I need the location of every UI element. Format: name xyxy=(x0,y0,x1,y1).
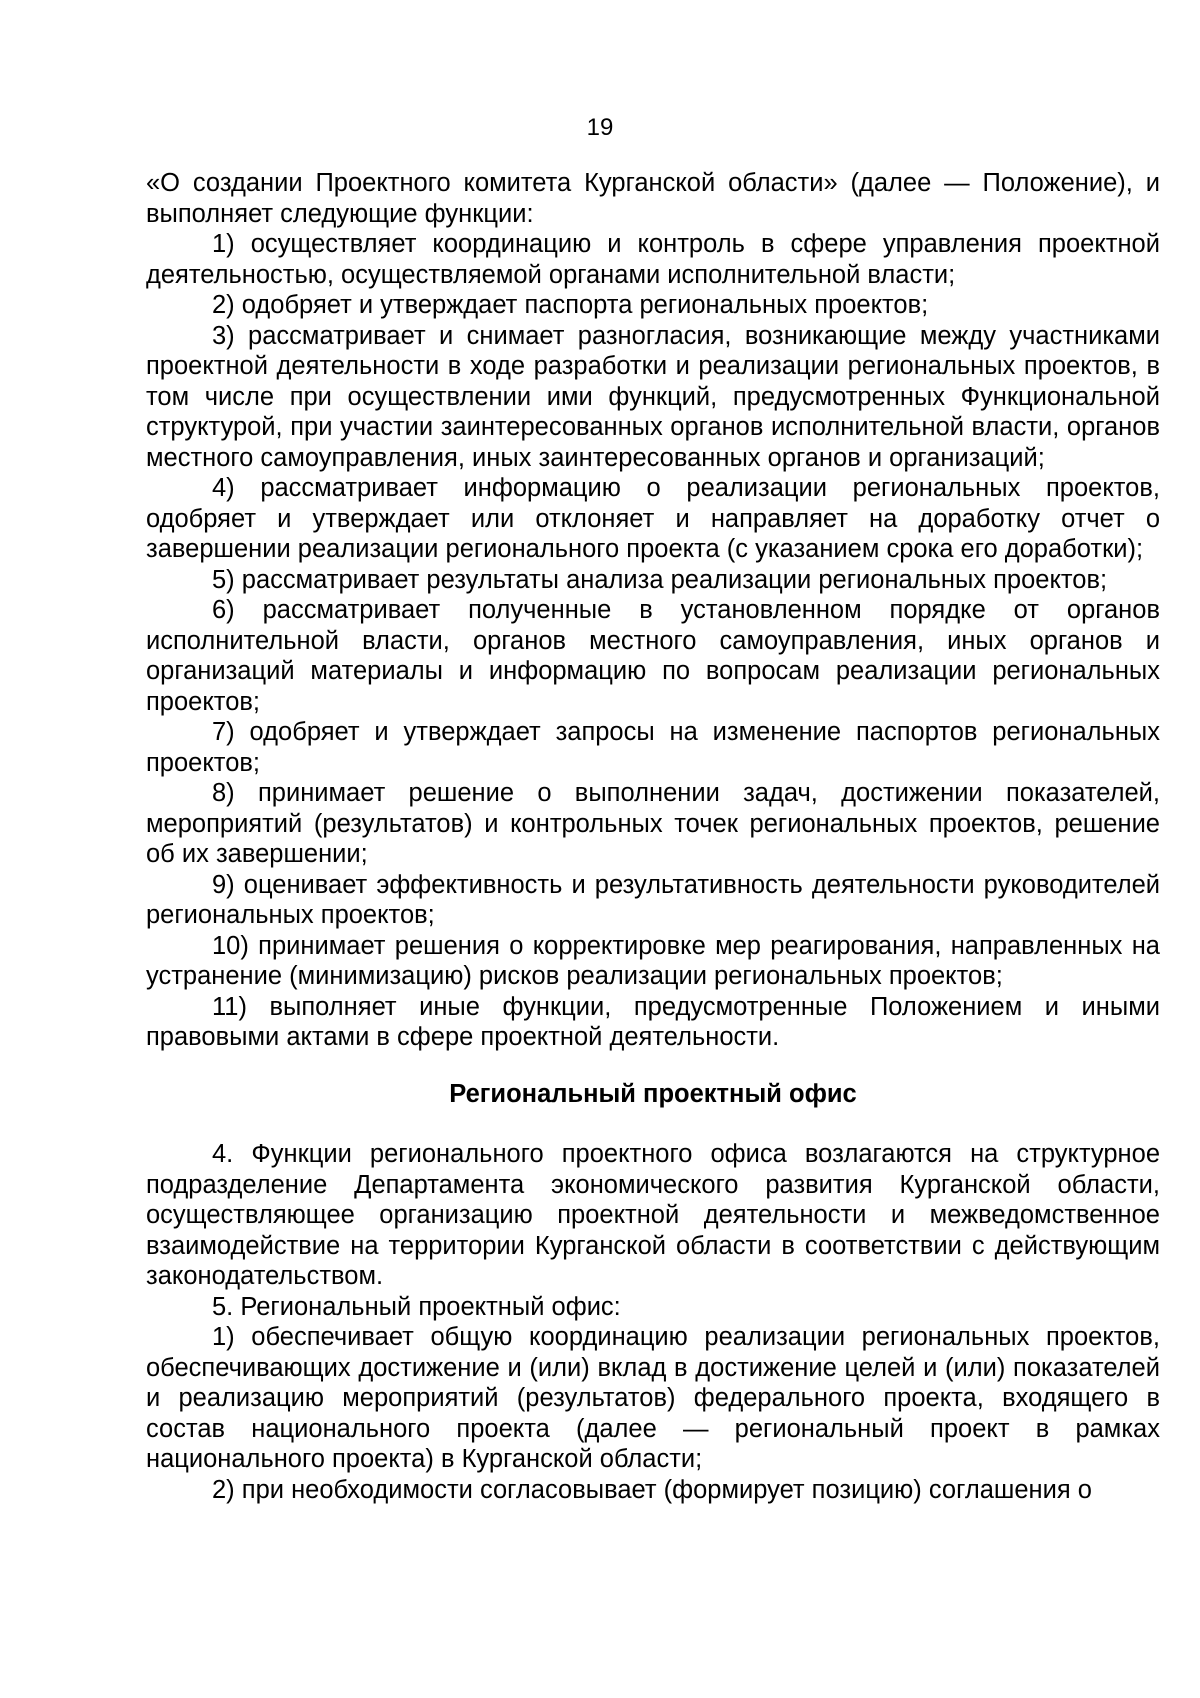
list-item-3: 3) рассматривает и снимает разногласия, возникающие между участниками проектной деятельности в ходе разработки и реализации региональных проектов, в том числе при осуществлении ими функций, предусмотренных Функциональной структурой, при участии заинтересованных органов исполнительной власти, органов местного самоуправления, иных заинтересованных органов и организаций; xyxy=(146,321,1160,472)
document-body xyxy=(146,168,1160,1505)
clause-5-item-1: 1) обеспечивает общую координацию реализации региональных проектов, обеспечивающих достижение и (или) вклад в достижение целей и (или) показателей и реализацию мероприятий (результатов) федерального проекта, входящего в состав национального проекта (далее — региональный проект в рамках национального проекта) в Курганской области; xyxy=(146,1323,1160,1473)
paragraph-continuation: «О создании Проектного комитета Курганской области» (далее — Положение), и выполняет следующие функции: xyxy=(146,169,1160,228)
list-item-5: 5) рассматривает результаты анализа реализации региональных проектов; xyxy=(212,565,1108,594)
list-item-2: 2) одобряет и утверждает паспорта региональных проектов; xyxy=(212,291,929,319)
list-item-6: 6) рассматривает полученные в установленном порядке от органов исполнительной власти, органов местного самоуправления, иных органов и организаций материалы и информацию по вопросам реализации региональных проектов; xyxy=(146,596,1160,716)
list-item-8: 8) принимает решение о выполнении задач, достижении показателей, мероприятий (результатов) и контрольных точек региональных проектов, решение об их завершении; xyxy=(146,779,1160,868)
page-number: 19 xyxy=(586,114,614,141)
list-item-4: 4) рассматривает информацию о реализации региональных проектов, одобряет и утверждает или отклоняет и направляет на доработку отчет о завершении реализации регионального проекта (с указанием срока его доработки); xyxy=(146,474,1160,563)
clause-4: 4. Функции регионального проектного офиса возлагаются на структурное подразделение Департамента экономического развития Курганской области, осуществляющее организацию проектной деятельности и межведомственное взаимодействие на территории Курганской области в соответствии с действующим законодательством. xyxy=(146,1140,1160,1290)
clause-5-item-2: 2) при необходимости согласовывает (формирует позицию) соглашения о xyxy=(212,1475,1092,1504)
list-item-11: 11) выполняет иные функции, предусмотренные Положением и иными правовыми актами в сфере проектной деятельности. xyxy=(146,992,1160,1051)
list-item-7: 7) одобряет и утверждает запросы на изменение паспортов региональных проектов; xyxy=(146,718,1160,777)
list-item-10: 10) принимает решения о корректировке мер реагирования, направленных на устранение (минимизацию) рисков реализации региональных проектов; xyxy=(146,931,1160,990)
clause-5: 5. Региональный проектный офис: xyxy=(212,1292,621,1321)
list-item-9: 9) оценивает эффективность и результативность деятельности руководителей региональных проектов; xyxy=(146,870,1160,929)
list-item-1: 1) осуществляет координацию и контроль в сфере управления проектной деятельностью, осуществляемой органами исполнительной власти; xyxy=(146,230,1160,289)
section-heading: Региональный проектный офис xyxy=(449,1079,857,1108)
